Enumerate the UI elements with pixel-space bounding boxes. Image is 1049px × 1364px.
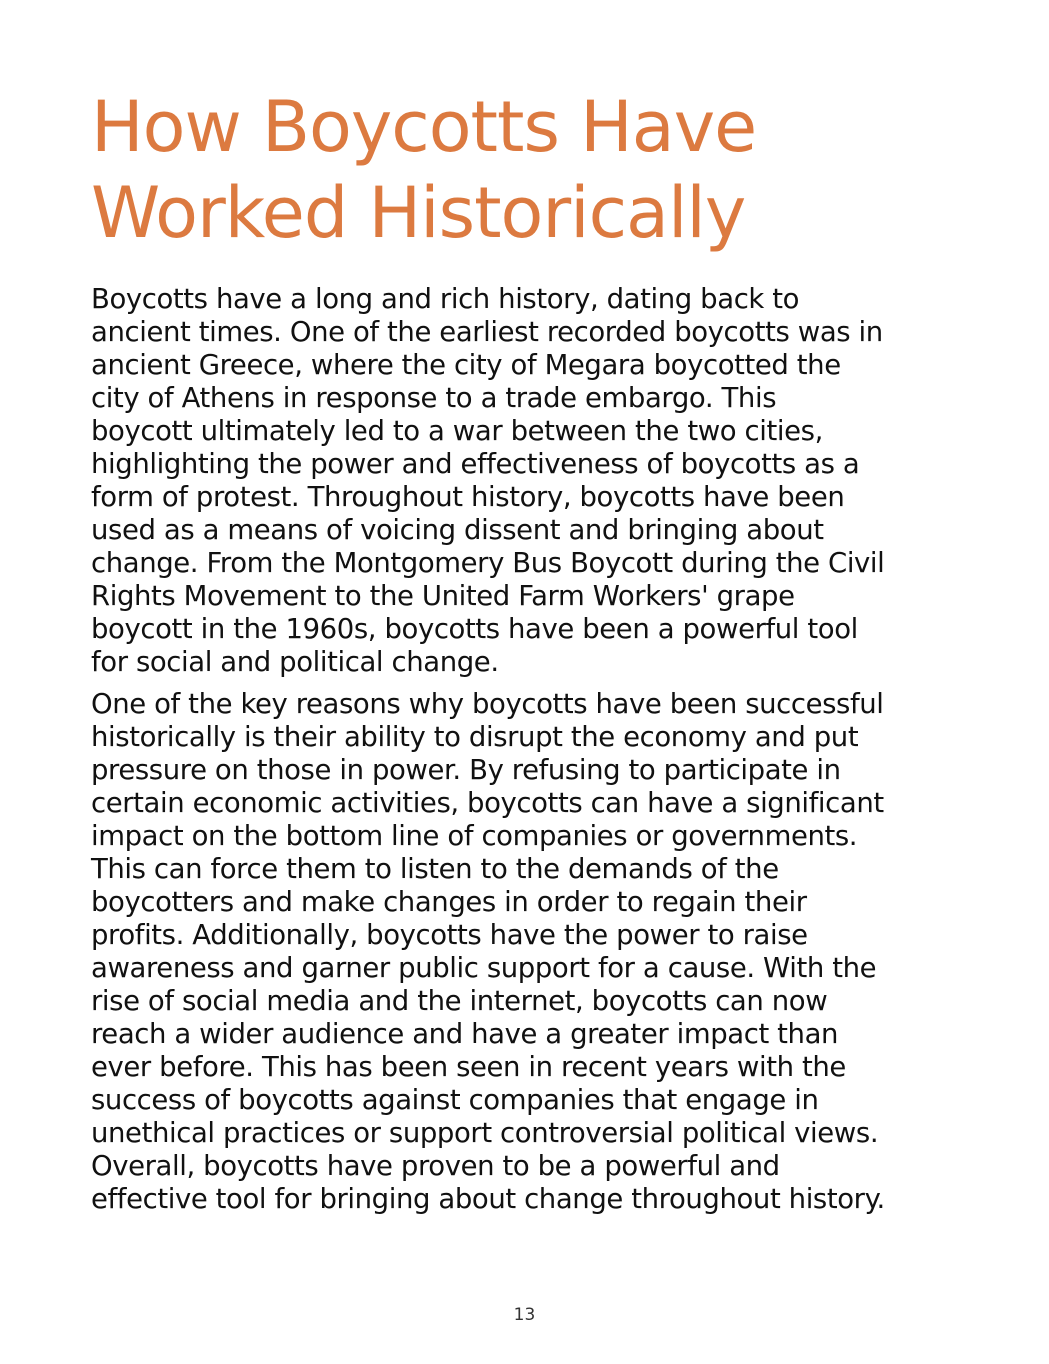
text-line: reach a wider audience and have a greater impact than xyxy=(91,1018,839,1050)
text-line: pressure on those in power. By refusing to participate in xyxy=(91,754,841,786)
text-line: boycotters and make changes in order to regain their xyxy=(91,886,807,918)
text-line: historically is their ability to disrupt the economy and put xyxy=(91,721,859,753)
text-line: unethical practices or support controversial political views. xyxy=(91,1117,879,1149)
text-line: used as a means of voicing dissent and bringing about xyxy=(91,514,824,546)
text-line: profits. Additionally, boycotts have the power to raise xyxy=(91,919,808,951)
text-line: ever before. This has been seen in recent years with the xyxy=(91,1051,846,1083)
text-line: Overall, boycotts have proven to be a powerful and xyxy=(91,1150,780,1182)
text-line: This can force them to listen to the demands of the xyxy=(91,853,779,885)
text-line: impact on the bottom line of companies or governments. xyxy=(91,820,858,852)
text-line: city of Athens in response to a trade embargo. This xyxy=(91,382,777,414)
text-line: Boycotts have a long and rich history, dating back to xyxy=(91,283,800,315)
text-line: Rights Movement to the United Farm Workers' grape xyxy=(91,580,795,612)
text-line: highlighting the power and effectiveness of boycotts as a xyxy=(91,448,860,480)
text-line: rise of social media and the internet, boycotts can now xyxy=(91,985,828,1017)
text-line: ancient times. One of the earliest recorded boycotts was in xyxy=(91,316,883,348)
text-line: ancient Greece, where the city of Megara boycotted the xyxy=(91,349,841,381)
paragraph-history xyxy=(91,283,991,679)
page-number: 13 xyxy=(513,1305,536,1325)
page-title xyxy=(91,84,971,256)
text-line: boycott in the 1960s, boycotts have been a powerful tool xyxy=(91,613,858,645)
text-line: change. From the Montgomery Bus Boycott during the Civil xyxy=(91,547,885,579)
title-line: How Boycotts Have xyxy=(91,86,757,168)
paragraph-reasons xyxy=(91,688,991,1216)
title-line: Worked Historically xyxy=(91,172,746,254)
text-line: for social and political change. xyxy=(91,646,499,678)
text-line: success of boycotts against companies that engage in xyxy=(91,1084,819,1116)
text-line: One of the key reasons why boycotts have been successful xyxy=(91,688,884,720)
text-line: boycott ultimately led to a war between the two cities, xyxy=(91,415,823,447)
body-text xyxy=(91,283,991,1225)
text-line: form of protest. Throughout history, boycotts have been xyxy=(91,481,845,513)
text-line: certain economic activities, boycotts can have a significant xyxy=(91,787,884,819)
text-line: awareness and garner public support for a cause. With the xyxy=(91,952,877,984)
text-line: effective tool for bringing about change throughout history. xyxy=(91,1183,885,1215)
